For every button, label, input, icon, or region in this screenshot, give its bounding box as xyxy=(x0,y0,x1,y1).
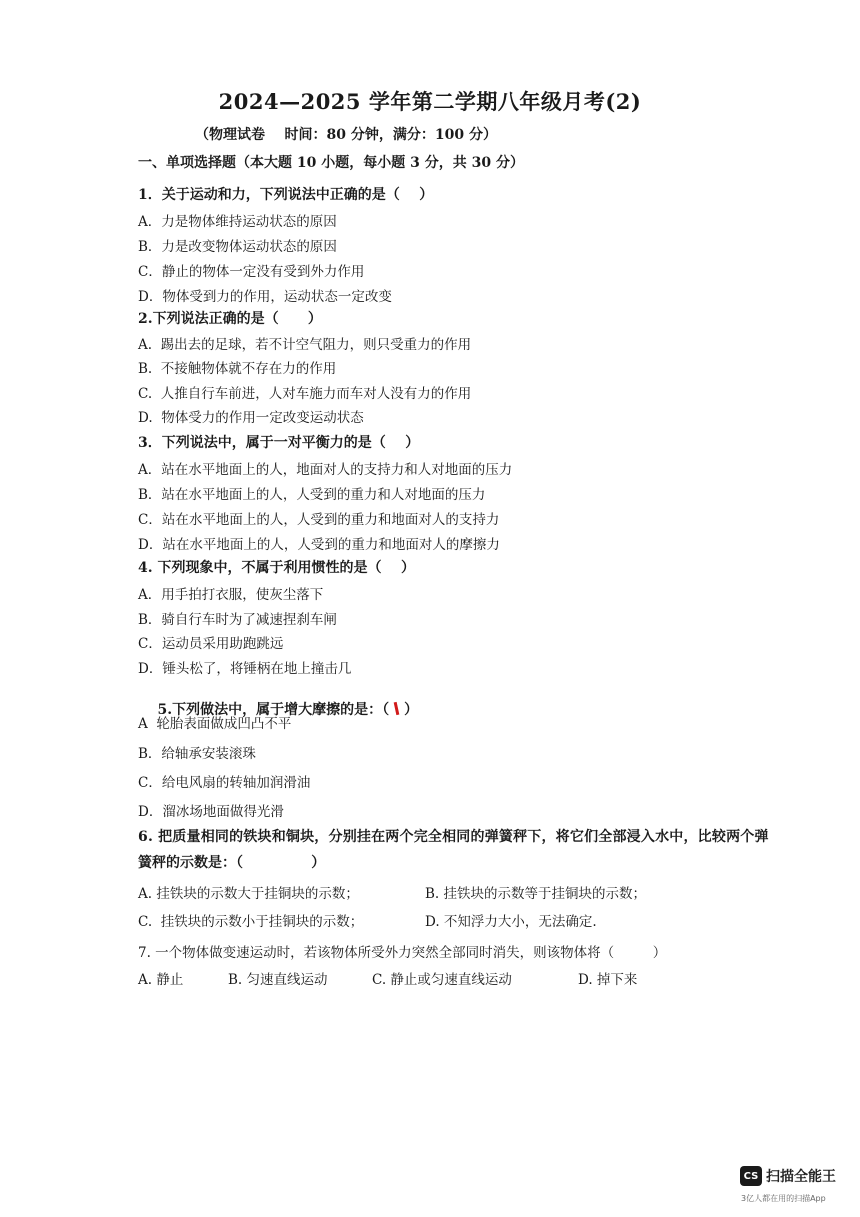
question-1-stem: 1．关于运动和力，下列说法中正确的是（ ） xyxy=(138,187,434,203)
question-5-stem-close: ） xyxy=(404,702,419,718)
question-3-option-b: B．站在水平地面上的人，人受到的重力和人对地面的压力 xyxy=(138,487,486,503)
question-3-stem: 3．下列说法中，属于一对平衡力的是（ ） xyxy=(138,435,420,451)
cs-tagline: 3亿人都在用的扫描App xyxy=(741,1194,826,1203)
question-6-option-c: C. 挂铁块的示数小于挂铜块的示数； xyxy=(138,914,364,930)
question-5-option-b: B．给轴承安装滚珠 xyxy=(138,746,256,762)
question-6-stem: 6. 把质量相同的铁块和铜块，分别挂在两个完全相同的弹簧秤下，将它们全部浸入水中，比较两个弹 xyxy=(138,829,769,845)
exam-title: 2024—2025 学年第二学期八年级月考(2) xyxy=(218,89,642,114)
question-3-option-a: A．站在水平地面上的人，地面对人的支持力和人对地面的压力 xyxy=(138,462,513,478)
question-1-option-a: A．力是物体维持运动状态的原因 xyxy=(138,214,337,230)
question-6-option-a: A. 挂铁块的示数大于挂铜块的示数； xyxy=(138,886,359,902)
question-2-option-a: A. 踢出去的足球，若不计空气阻力，则只受重力的作用 xyxy=(138,337,472,353)
question-2-stem: 2.下列说法正确的是（ ） xyxy=(138,311,322,327)
question-7-option-b: B. 匀速直线运动 xyxy=(228,972,328,988)
question-3-option-c: C．站在水平地面上的人，人受到的重力和地面对人的支持力 xyxy=(138,512,500,528)
question-6-option-d: D. 不知浮力大小，无法确定. xyxy=(425,914,597,930)
question-2-option-c: C. 人推自行车前进，人对车施力而车对人没有力的作用 xyxy=(138,386,472,402)
question-1-option-b: B．力是改变物体运动状态的原因 xyxy=(138,239,337,255)
question-1-option-d: D．物体受到力的作用，运动状态一定改变 xyxy=(138,289,392,305)
camscanner-logo xyxy=(740,1166,836,1186)
section-heading: 一、单项选择题（本大题 10 小题，每小题 3 分，共 30 分） xyxy=(138,155,524,171)
question-4-option-c: C．运动员采用助跑跳远 xyxy=(138,636,284,652)
exam-subtitle: （物理试卷 时间：80 分钟，满分：100 分） xyxy=(195,127,497,143)
question-2-option-b: B. 不接触物体就不存在力的作用 xyxy=(138,361,337,377)
question-7-option-a: A. 静止 xyxy=(138,972,184,988)
question-4-stem: 4. 下列现象中，不属于利用惯性的是（ ） xyxy=(138,560,415,576)
question-2-option-d: D. 物体受力的作用一定改变运动状态 xyxy=(138,410,364,426)
question-5-option-a: A 轮胎表面做成凹凸不平 xyxy=(138,716,292,732)
question-1-option-c: C．静止的物体一定没有受到外力作用 xyxy=(138,264,365,280)
question-5-stem: 5.下列做法中，属于增大摩擦的是：（ xyxy=(157,702,390,718)
question-4-option-d: D．锤头松了，将锤柄在地上撞击几 xyxy=(138,661,352,677)
question-7-option-d: D. 掉下来 xyxy=(578,972,638,988)
question-4-option-a: A．用手拍打衣服，使灰尘落下 xyxy=(138,587,324,603)
question-7-stem: 7. 一个物体做变速运动时，若该物体所受外力突然全部同时消失，则该物体将（ ） xyxy=(138,945,667,961)
cs-logo-icon: CS xyxy=(740,1166,762,1186)
red-pen-mark xyxy=(394,702,400,715)
question-7-option-c: C. 静止或匀速直线运动 xyxy=(372,972,512,988)
cs-brand-name: 扫描全能王 xyxy=(766,1169,836,1185)
question-6-stem-cont: 簧秤的示数是：（ ） xyxy=(138,855,326,871)
question-4-option-b: B．骑自行车时为了减速捏刹车闸 xyxy=(138,612,337,628)
question-6-option-b: B. 挂铁块的示数等于挂铜块的示数； xyxy=(425,886,647,902)
question-3-option-d: D．站在水平地面上的人，人受到的重力和地面对人的摩擦力 xyxy=(138,537,500,553)
question-5-option-d: D．溜冰场地面做得光滑 xyxy=(138,804,284,820)
question-5-option-c: C．给电风扇的转轴加润滑油 xyxy=(138,775,311,791)
